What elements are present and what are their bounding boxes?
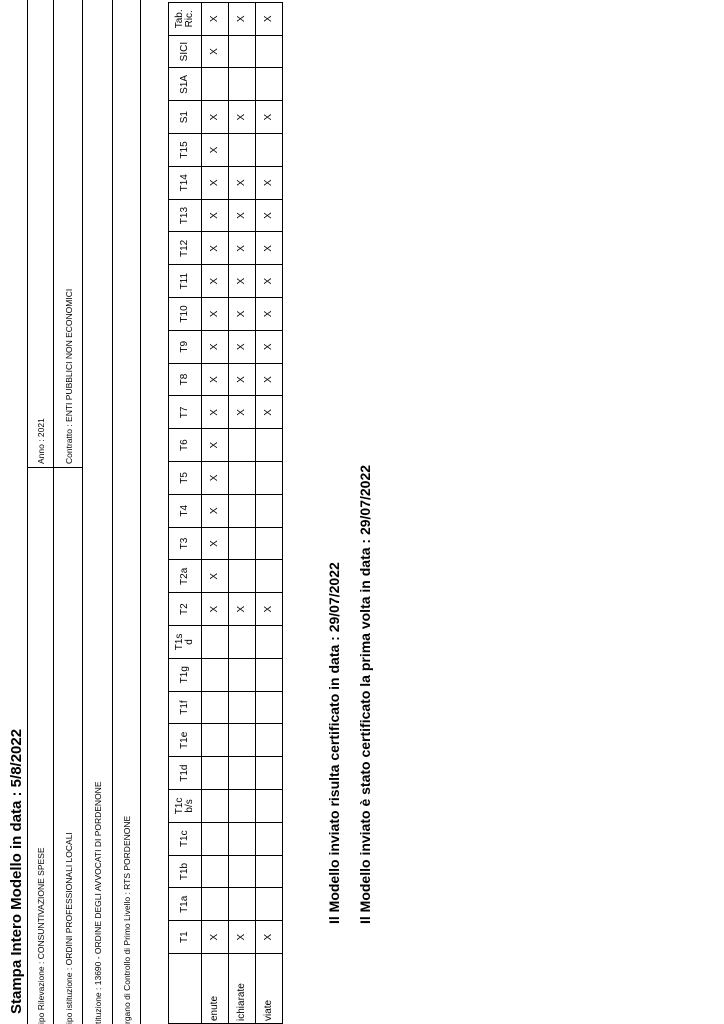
table-cell: X: [229, 232, 256, 265]
table-cell: X: [229, 265, 256, 298]
column-header: [169, 35, 202, 68]
column-header-label: T2: [179, 603, 190, 615]
column-header-label: T5: [179, 472, 190, 484]
table-cell: [256, 757, 283, 790]
info-divider: [27, 467, 82, 468]
column-header: [169, 134, 202, 167]
column-header-label: Tab.: [174, 9, 185, 29]
column-header-label: T1s: [174, 633, 185, 651]
table-cell: [256, 429, 283, 462]
table-cell: X: [229, 921, 256, 954]
column-header-label: T1: [179, 931, 190, 943]
column-header: [169, 724, 202, 757]
column-header-sublabel: d: [184, 639, 195, 645]
table-cell: X: [202, 921, 229, 954]
table-cell: X: [202, 429, 229, 462]
table-cell: X: [202, 560, 229, 593]
column-header: [169, 363, 202, 396]
column-header-label: T1g: [179, 666, 190, 684]
column-header-sublabel: Ric.: [184, 10, 195, 28]
table-cell: X: [229, 593, 256, 626]
column-header: [169, 298, 202, 331]
table-cell: [229, 822, 256, 855]
column-header-label: SICI: [179, 41, 190, 62]
istituzione-text: ipo istituzione : ORDINI PROFESSIONALI LOCALI: [64, 832, 74, 1024]
column-header: [169, 921, 202, 954]
header-corner-cell: [169, 954, 202, 1024]
column-header-label: T7: [179, 406, 190, 419]
column-header-label: T1c: [174, 797, 185, 815]
table-cell: X: [256, 101, 283, 134]
table-row: [229, 2, 256, 1023]
table-cell: [256, 134, 283, 167]
table-cell: X: [202, 134, 229, 167]
table-cell: X: [256, 921, 283, 954]
column-header: [169, 101, 202, 134]
column-header-label: T13: [179, 206, 190, 225]
table-cell: [202, 724, 229, 757]
column-header: [169, 855, 202, 888]
table-cell: [202, 68, 229, 101]
table-cell: [202, 822, 229, 855]
column-header: [169, 593, 202, 626]
info-rule-2: [82, 0, 83, 1024]
table-cell: X: [256, 166, 283, 199]
column-header-label: T14: [179, 174, 190, 192]
column-header: [169, 2, 202, 35]
table-cell: [229, 855, 256, 888]
row-label: enute: [202, 954, 229, 1024]
row-label: ichiarate: [229, 954, 256, 1024]
table-cell: [202, 691, 229, 724]
column-header: [169, 199, 202, 232]
table-cell: [256, 822, 283, 855]
column-header: [169, 658, 202, 691]
column-header-label: T15: [179, 141, 190, 159]
table-cell: X: [202, 330, 229, 363]
table-cell: X: [229, 298, 256, 331]
certification-line-1: Il Modello inviato risulta certificato in data : 29/07/2022: [326, 562, 342, 924]
column-header: [169, 330, 202, 363]
table-cell: X: [256, 330, 283, 363]
column-header-label: T6: [179, 439, 190, 451]
column-header-label: T3: [179, 537, 190, 550]
column-header-label: T8: [179, 373, 190, 386]
table-cell: X: [229, 330, 256, 363]
table-cell: X: [202, 494, 229, 527]
info-top-rule: [27, 0, 28, 1024]
table-cell: [256, 494, 283, 527]
column-header: [169, 757, 202, 790]
table-cell: [256, 527, 283, 560]
column-header-label: T12: [179, 239, 190, 257]
table-cell: [229, 560, 256, 593]
table-cell: X: [229, 199, 256, 232]
table-cell: [256, 691, 283, 724]
row-label: viate: [256, 954, 283, 1024]
column-header-label: T1f: [179, 700, 190, 715]
column-header: [169, 429, 202, 462]
table-cell: [202, 888, 229, 921]
table-cell: X: [202, 166, 229, 199]
document-title: Stampa Intero Modello in data : 5/8/2022: [8, 728, 25, 1014]
table-cell: X: [229, 166, 256, 199]
column-header-label: T1e: [179, 731, 190, 749]
info-rule-1: [53, 0, 54, 1024]
column-header-label: T1b: [179, 862, 190, 881]
table-cell: [229, 757, 256, 790]
table-cell: [229, 527, 256, 560]
table-cell: X: [202, 527, 229, 560]
table-cell: X: [229, 396, 256, 429]
column-header: [169, 462, 202, 495]
table-cell: X: [202, 462, 229, 495]
column-header-label: T1d: [179, 764, 190, 782]
column-header: [169, 822, 202, 855]
table-header-row: [169, 2, 202, 1023]
table-cell: [229, 429, 256, 462]
table-cell: X: [256, 298, 283, 331]
table-cell: [229, 134, 256, 167]
column-header: [169, 790, 202, 823]
table-row: [202, 2, 229, 1023]
table-cell: X: [202, 232, 229, 265]
organo-text: rgano di Controllo di Primo Livello : RTS PORDENONE: [122, 815, 132, 1024]
table-cell: X: [229, 2, 256, 35]
table-cell: [229, 626, 256, 659]
table-cell: [229, 724, 256, 757]
table-cell: [229, 658, 256, 691]
column-header: [169, 68, 202, 101]
column-header: [169, 494, 202, 527]
table-cell: [229, 35, 256, 68]
table-cell: [229, 888, 256, 921]
table-cell: [256, 35, 283, 68]
table-cell: [256, 888, 283, 921]
column-header: [169, 626, 202, 659]
column-header-label: T9: [179, 340, 190, 353]
table-cell: [256, 790, 283, 823]
table-cell: X: [256, 363, 283, 396]
table-cell: X: [202, 298, 229, 331]
table-cell: [202, 658, 229, 691]
table-cell: [256, 658, 283, 691]
table-cell: X: [202, 35, 229, 68]
table-cell: [229, 691, 256, 724]
table-cell: [202, 757, 229, 790]
column-header-label: S1A: [179, 74, 190, 94]
column-header: [169, 265, 202, 298]
table-cell: [202, 855, 229, 888]
table-cell: X: [256, 396, 283, 429]
table-cell: [256, 724, 283, 757]
info-rule-4: [140, 0, 141, 1024]
ente-text: tituzione : 13690 - ORDINE DEGLI AVVOCATI DI PORDENONE: [93, 781, 103, 1024]
table-cell: X: [256, 593, 283, 626]
table-cell: X: [256, 265, 283, 298]
table-cell: X: [202, 593, 229, 626]
column-header: [169, 527, 202, 560]
table-cell: [202, 790, 229, 823]
column-header-label: T10: [179, 305, 190, 323]
table-cell: [229, 68, 256, 101]
table-cell: [256, 560, 283, 593]
table-cell: X: [256, 199, 283, 232]
table-cell: X: [202, 199, 229, 232]
table-cell: X: [229, 363, 256, 396]
table-cell: [202, 626, 229, 659]
rilevazione-text: ipo Rilevazione : CONSUNTIVAZIONE SPESE: [36, 847, 46, 1024]
column-header-label: T4: [179, 504, 190, 517]
column-header-label: T1a: [179, 895, 190, 913]
table-cell: X: [256, 2, 283, 35]
table-row: [256, 2, 283, 1023]
table-cell: [229, 462, 256, 495]
table-cell: X: [202, 101, 229, 134]
table-cell: X: [202, 363, 229, 396]
column-header: [169, 691, 202, 724]
contratto-text: Contratto : ENTI PUBBLICI NON ECONOMICI: [64, 288, 74, 464]
certification-line-2: Il Modello inviato è stato certificato la prima volta in data : 29/07/2022: [357, 464, 373, 924]
table-cell: X: [256, 232, 283, 265]
table-cell: X: [229, 101, 256, 134]
column-header-label: T11: [179, 272, 190, 290]
table-cell: [256, 462, 283, 495]
table-cell: X: [202, 2, 229, 35]
table-cell: X: [202, 265, 229, 298]
column-header-label: S1: [179, 111, 190, 124]
table-cell: X: [202, 396, 229, 429]
column-header: [169, 232, 202, 265]
column-header-label: T2a: [179, 567, 190, 585]
table-cell: [229, 790, 256, 823]
column-header-label: T1c: [179, 830, 190, 848]
column-header: [169, 396, 202, 429]
column-header: [169, 888, 202, 921]
table-cell: [256, 68, 283, 101]
table-cell: [229, 494, 256, 527]
info-rule-3: [112, 0, 113, 1024]
anno-text: Anno : 2021: [36, 418, 46, 464]
table-cell: [256, 855, 283, 888]
column-header-sublabel: b/s: [184, 799, 195, 813]
column-header: [169, 560, 202, 593]
table-cell: [256, 626, 283, 659]
tables-grid: [168, 2, 283, 1024]
column-header: [169, 166, 202, 199]
